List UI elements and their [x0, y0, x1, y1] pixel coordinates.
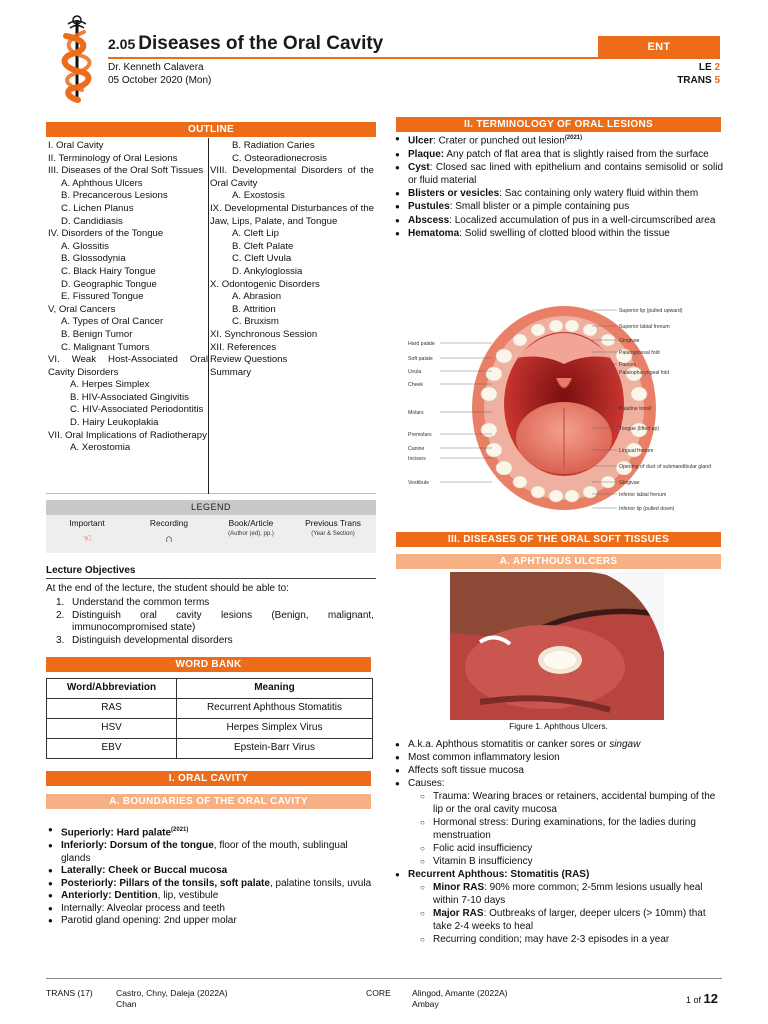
diagram-label: Palatoglossal fold [619, 350, 660, 356]
col-header-meaning: Meaning [177, 679, 373, 699]
diagram-label: Hard palate [408, 341, 435, 347]
legend-item [210, 518, 292, 538]
aphthous-sublist [418, 790, 723, 868]
legend-sub: (Year & Section) [311, 530, 355, 537]
objective-number: 2. [56, 609, 65, 621]
footer-rule [46, 978, 722, 979]
footer-transcribers: Castro, Chny, Daleja (2022A) Chan [116, 988, 228, 1009]
diagram-label: Superior labial frenum [619, 324, 670, 330]
outline-item: A. Abrasion [232, 291, 282, 303]
outline-item: Review Questions [210, 354, 288, 366]
outline-item: D. Ankyloglossia [232, 265, 303, 277]
objective-text: Understand the common terms [72, 597, 210, 608]
outline-item: A. Herpes Simplex [70, 379, 150, 391]
outline-divider [208, 138, 209, 494]
footer-core: CORE [366, 988, 391, 998]
table-cell: HSV [47, 719, 177, 739]
objective-item [56, 610, 374, 635]
outline-box [46, 138, 376, 494]
diagram-label: Vestibule [408, 480, 430, 486]
diagram-label: Premolars [408, 432, 432, 438]
footer-editors: Alingod, Amante (2022A) Ambay [412, 988, 508, 1009]
objective-number: 1. [56, 597, 65, 608]
col-header-word: Word/Abbreviation [47, 679, 177, 699]
outline-item: D. Hairy Leukoplakia [70, 417, 159, 429]
outline-item: C. Cleft Uvula [232, 253, 292, 265]
outline-item: V, Oral Cancers [48, 303, 116, 315]
legend-label: Important [69, 518, 105, 528]
outline-item: X. Odontogenic Disorders [210, 278, 320, 290]
legend-item [46, 518, 128, 546]
legend-label: Book/Article [228, 518, 274, 528]
term-item: ● Blisters or vesicles: Sac containing only watery fluid within them [393, 187, 723, 200]
trans-number: TRANS 5 [677, 75, 720, 86]
outline-item: C. Lichen Planus [61, 202, 134, 214]
aphthous-subitem: ○ Trauma: Wearing braces or retainers, accidental bumping of the lip or the oral cavity mucosa [418, 790, 723, 816]
aphthous-ulcer-photo [450, 572, 664, 720]
outline-item: C. HIV-Associated Periodontitis [70, 404, 204, 416]
objectives-intro: At the end of the lecture, the student should be able to: [46, 583, 289, 594]
aphthous-subitem: ○ Major RAS: Outbreaks of larger, deeper ulcers (> 10mm) that take 2-4 weeks to heal [418, 907, 723, 933]
boundaries-list [46, 824, 376, 928]
outline-item: A. Glossitis [61, 240, 109, 252]
footer-trans: TRANS (17) [46, 988, 93, 998]
diagram-label: Fauces [619, 362, 637, 368]
aphthous-item: ● Causes: ○ Trauma: Wearing braces or retainers, accidental bumping of the lip or the oral cavity mucosa ○ Hormonal stress: During examinations, for the ladies during menstruation ○ Folic acid insufficiency ○ Vitamin B insufficiency [393, 777, 723, 868]
outline-item: VI. Weak Host-Associated Oral Cavity Disorders [48, 354, 208, 378]
outline-column-2 [210, 140, 374, 379]
caduceus-logo [54, 14, 100, 104]
legend-heading: LEGEND [46, 500, 376, 515]
diagram-label: Incisors [408, 456, 426, 462]
document-title [108, 32, 383, 56]
author: Dr. Kenneth Calavera [108, 62, 204, 73]
outline-item: B. Attrition [232, 303, 276, 315]
diagram-label: Lingual frenum [619, 448, 654, 454]
diagram-label: Tongue (lifted up) [619, 426, 660, 432]
figure-caption: Figure 1. Aphthous Ulcers. [509, 721, 608, 731]
outline-item: C. Osteoradionecrosis [232, 152, 327, 164]
legend-box [46, 515, 376, 553]
boundary-item: ● Superiorly: Hard palate$^{(2021)}$ [46, 824, 376, 840]
oral-cavity-heading: I. ORAL CAVITY [46, 771, 371, 786]
boundary-item: ● Laterally: Cheek or Buccal mucosa [46, 865, 376, 878]
boundary-item: ● Internally: Alveolar process and teeth [46, 903, 376, 916]
objective-item [56, 635, 374, 648]
aphthous-subitem: ○ Recurring condition; may have 2-3 episodes in a year [418, 933, 723, 946]
aphthous-subitem: ○ Minor RAS: 90% more common; 2-5mm lesions usually heal within 7-10 days [418, 881, 723, 907]
outline-item: A. Xerostomia [70, 442, 131, 454]
table-cell: EBV [47, 739, 177, 759]
diagram-label: Gingivae [619, 480, 640, 486]
legend-sub: (Author (ed), pp.) [228, 530, 274, 537]
outline-item: C. Black Hairy Tongue [61, 265, 156, 277]
boundary-item: ● Anteriorly: Dentition, lip, vestibule [46, 890, 376, 903]
term-item: ● Cyst: Closed sac lined with epithelium and contains semisolid or solid or fluid material [393, 161, 723, 187]
aphthous-item: ● Recurrent Aphthous: Stomatitis (RAS) ○ Minor RAS: 90% more common; 2-5mm lesions usually heal within 7-10 days ○ Major RAS: Outbreaks of larger, deeper ulcers (> 10mm) that take 2-4 weeks to heal ○ Recurring condition; may have 2-3 episodes in a year [393, 868, 723, 946]
table-cell: Recurrent Aphthous Stomatitis [177, 699, 373, 719]
legend-item [128, 518, 210, 546]
objective-text: Distinguish oral cavity lesions (Benign, malignant, immunocompromised state) [72, 609, 374, 634]
subject-badge: ENT [598, 36, 720, 59]
term-item: ● Plaque: Any patch of flat area that is slightly raised from the surface [393, 148, 723, 161]
aphthous-subitem: ○ Hormonal stress: During examinations, for the ladies during menstruation [418, 816, 723, 842]
aphthous-item: ● Affects soft tissue mucosa [393, 764, 723, 777]
aphthous-subitem: ○ Folic acid insufficiency [418, 842, 723, 855]
diagram-label: Inferior labial frenum [619, 492, 667, 498]
outline-item: B. Benign Tumor [61, 328, 133, 340]
outline-item: I. Oral Cavity [48, 140, 104, 151]
outline-item: B. Glossodynia [61, 253, 126, 265]
diagram-label: Soft palate [408, 356, 433, 362]
pointing-hand-icon: ☜ [82, 532, 92, 545]
outline-item: II. Terminology of Oral Lesions [48, 152, 178, 164]
objective-item [56, 597, 374, 610]
outline-item: D. Candidiasis [61, 215, 123, 227]
outline-item: B. Radiation Caries [232, 140, 315, 151]
table-cell: Epstein-Barr Virus [177, 739, 373, 759]
boundary-item: ● Inferiorly: Dorsum of the tongue, floor of the mouth, sublingual glands [46, 840, 376, 865]
oral-cavity-diagram [396, 298, 721, 520]
word-bank-table [46, 678, 373, 759]
outline-item: D. Geographic Tongue [61, 278, 157, 290]
title-rule [108, 57, 598, 59]
boundary-item: ● Posteriorly: Pillars of the tonsils, soft palate, palatine tonsils, uvula [46, 878, 376, 891]
diagram-label: Palatopharyngeal fold [619, 370, 670, 376]
outline-item: B. Precancerous Lesions [61, 190, 168, 202]
diseases-heading: III. DISEASES OF THE ORAL SOFT TISSUES [396, 532, 721, 547]
outline-item: XII. References [210, 341, 277, 353]
diagram-label: Canine [408, 446, 425, 452]
outline-heading: OUTLINE [46, 122, 376, 137]
aphthous-subitem: ○ Vitamin B insufficiency [418, 855, 723, 868]
outline-item: IV. Disorders of the Tongue [48, 228, 164, 240]
term-item: ● Hematoma: Solid swelling of clotted blood within the tissue [393, 227, 723, 240]
aphthous-item: ● Most common inflammatory lesion [393, 751, 723, 764]
term-item: ● Abscess: Localized accumulation of pus in a well-circumscribed area [393, 214, 723, 227]
outline-item: A. Exostosis [232, 190, 285, 202]
table-row [47, 739, 373, 759]
boundary-item: ● Parotid gland opening: 2nd upper molar [46, 915, 376, 928]
diagram-label: Gingivae [619, 338, 640, 344]
diagram-label: Inferior lip (pulled down) [619, 506, 675, 512]
aphthous-item: ● A.k.a. Aphthous stomatitis or canker sores or singaw [393, 738, 723, 751]
outline-item: C. Malignant Tumors [61, 341, 150, 353]
diagram-label: Palatine tonsil [619, 406, 652, 412]
terminology-list [393, 132, 723, 240]
legend-item [292, 518, 374, 538]
legend-label: Recording [149, 518, 189, 528]
outline-item: B. HIV-Associated Gingivitis [70, 391, 189, 403]
terminology-heading: II. TERMINOLOGY OF ORAL LESIONS [396, 117, 721, 132]
outline-item: III. Diseases of the Oral Soft Tissues [48, 165, 204, 177]
objectives-list [56, 597, 374, 647]
outline-item: VII. Oral Implications of Radiotherapy [48, 429, 207, 441]
table-row [47, 699, 373, 719]
outline-item: A. Types of Oral Cancer [61, 316, 164, 328]
diagram-label: Cheek [408, 382, 423, 388]
table-row [47, 719, 373, 739]
aphthous-sublist [418, 881, 723, 946]
outline-item: C. Bruxism [232, 316, 279, 328]
outline-item: IX. Developmental Disturbances of the Jaw, Lips, Palate, and Tongue [210, 202, 374, 227]
objectives-title: Lecture Objectives [46, 565, 136, 576]
outline-item: B. Cleft Palate [232, 240, 294, 252]
term-item: ● Ulcer: Crater or punched out lesion$^{(2021)}$ [393, 132, 723, 148]
outline-item: XI. Synchronous Session [210, 328, 318, 340]
table-cell: Herpes Simplex Virus [177, 719, 373, 739]
le-number: LE 2 [698, 62, 720, 73]
headphones-icon: ∩ [165, 532, 173, 545]
page-number: 1 of 12 [685, 991, 718, 1006]
aphthous-list [393, 738, 723, 946]
aphthous-heading: A. APHTHOUS ULCERS [396, 554, 721, 569]
objective-number: 3. [56, 634, 65, 646]
outline-item: E. Fissured Tongue [61, 291, 144, 303]
objective-text: Distinguish developmental disorders [72, 634, 233, 646]
legend-label: Previous Trans [305, 518, 361, 528]
lecture-date: 05 October 2020 (Mon) [108, 75, 212, 86]
outline-item: Summary [210, 366, 252, 378]
outline-item: A. Cleft Lip [232, 228, 279, 240]
outline-item: A. Aphthous Ulcers [61, 177, 143, 189]
term-item: ● Pustules: Small blister or a pimple containing pus [393, 200, 723, 213]
title-text: Diseases of the Oral Cavity [138, 33, 384, 54]
diagram-label: Molars [408, 410, 424, 416]
boundaries-heading: A. BOUNDARIES OF THE ORAL CAVITY [46, 794, 371, 809]
table-cell: RAS [47, 699, 177, 719]
section-number: 2.05 [108, 36, 136, 52]
word-bank-heading: WORD BANK [46, 657, 371, 672]
outline-column-1 [48, 140, 208, 455]
diagram-label: Uvula [408, 369, 422, 375]
objectives-rule [46, 578, 376, 579]
outline-item: VIII. Developmental Disorders of the Oral Cavity [210, 165, 374, 189]
diagram-label: Opening of duct of submandibular gland [619, 464, 711, 470]
diagram-label: Superior lip (pulled upward) [619, 308, 683, 314]
